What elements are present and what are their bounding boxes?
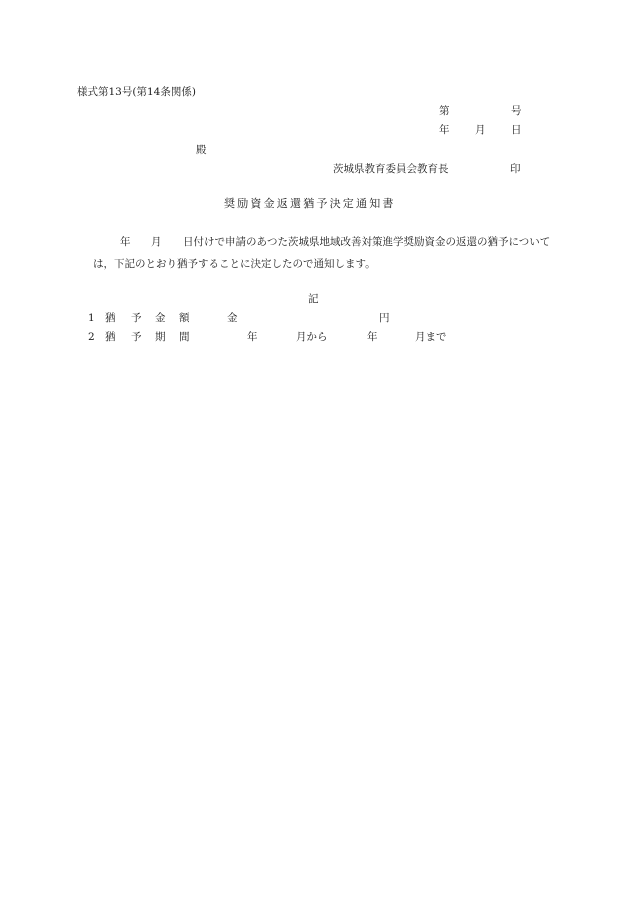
body-line-1-text: 日付けで申請のあつた茨城県地域改善対策進学奨励資金の返還の猶予について xyxy=(183,236,551,248)
document-number-prefix: 第 xyxy=(439,105,450,117)
period-end-month: 月まで xyxy=(415,331,447,343)
body-line-1 xyxy=(77,235,557,249)
issue-date-year: 年 xyxy=(439,124,450,136)
body-date-year: 年 xyxy=(120,236,131,248)
body-date-month: 月 xyxy=(151,236,162,248)
body-line-2: は，下記のとおり猶予することに決定したので通知します。 xyxy=(93,258,376,270)
form-number: 様式第13号(第14条関係) xyxy=(77,86,196,98)
seal-mark: 印 xyxy=(510,163,521,175)
item-label-char: 間 xyxy=(179,331,190,343)
item-number: 1 xyxy=(88,312,95,324)
sender-name: 茨城県教育委員会教育長 xyxy=(333,163,449,175)
item-label-char: 猶 xyxy=(105,331,116,343)
amount-prefix: 金 xyxy=(227,312,238,324)
period-start-year: 年 xyxy=(247,331,258,343)
item-label-char: 期 xyxy=(155,331,166,343)
ki-heading: 記 xyxy=(308,293,319,305)
item-label-char: 猶 xyxy=(105,312,116,324)
item-number: 2 xyxy=(88,331,95,343)
period-end-year: 年 xyxy=(367,331,378,343)
item-label-char: 予 xyxy=(131,331,142,343)
issue-date-month: 月 xyxy=(475,124,486,136)
addressee-honorific: 殿 xyxy=(196,144,207,156)
period-start-month: 月から xyxy=(296,331,328,343)
item-label-char: 額 xyxy=(179,312,190,324)
amount-unit: 円 xyxy=(379,312,390,324)
item-label-char: 金 xyxy=(155,312,166,324)
item-label-char: 予 xyxy=(131,312,142,324)
document-number-suffix: 号 xyxy=(511,105,522,117)
issue-date-day: 日 xyxy=(511,124,522,136)
document-title: 奨励資金返還猶予決定通知書 xyxy=(224,197,396,210)
